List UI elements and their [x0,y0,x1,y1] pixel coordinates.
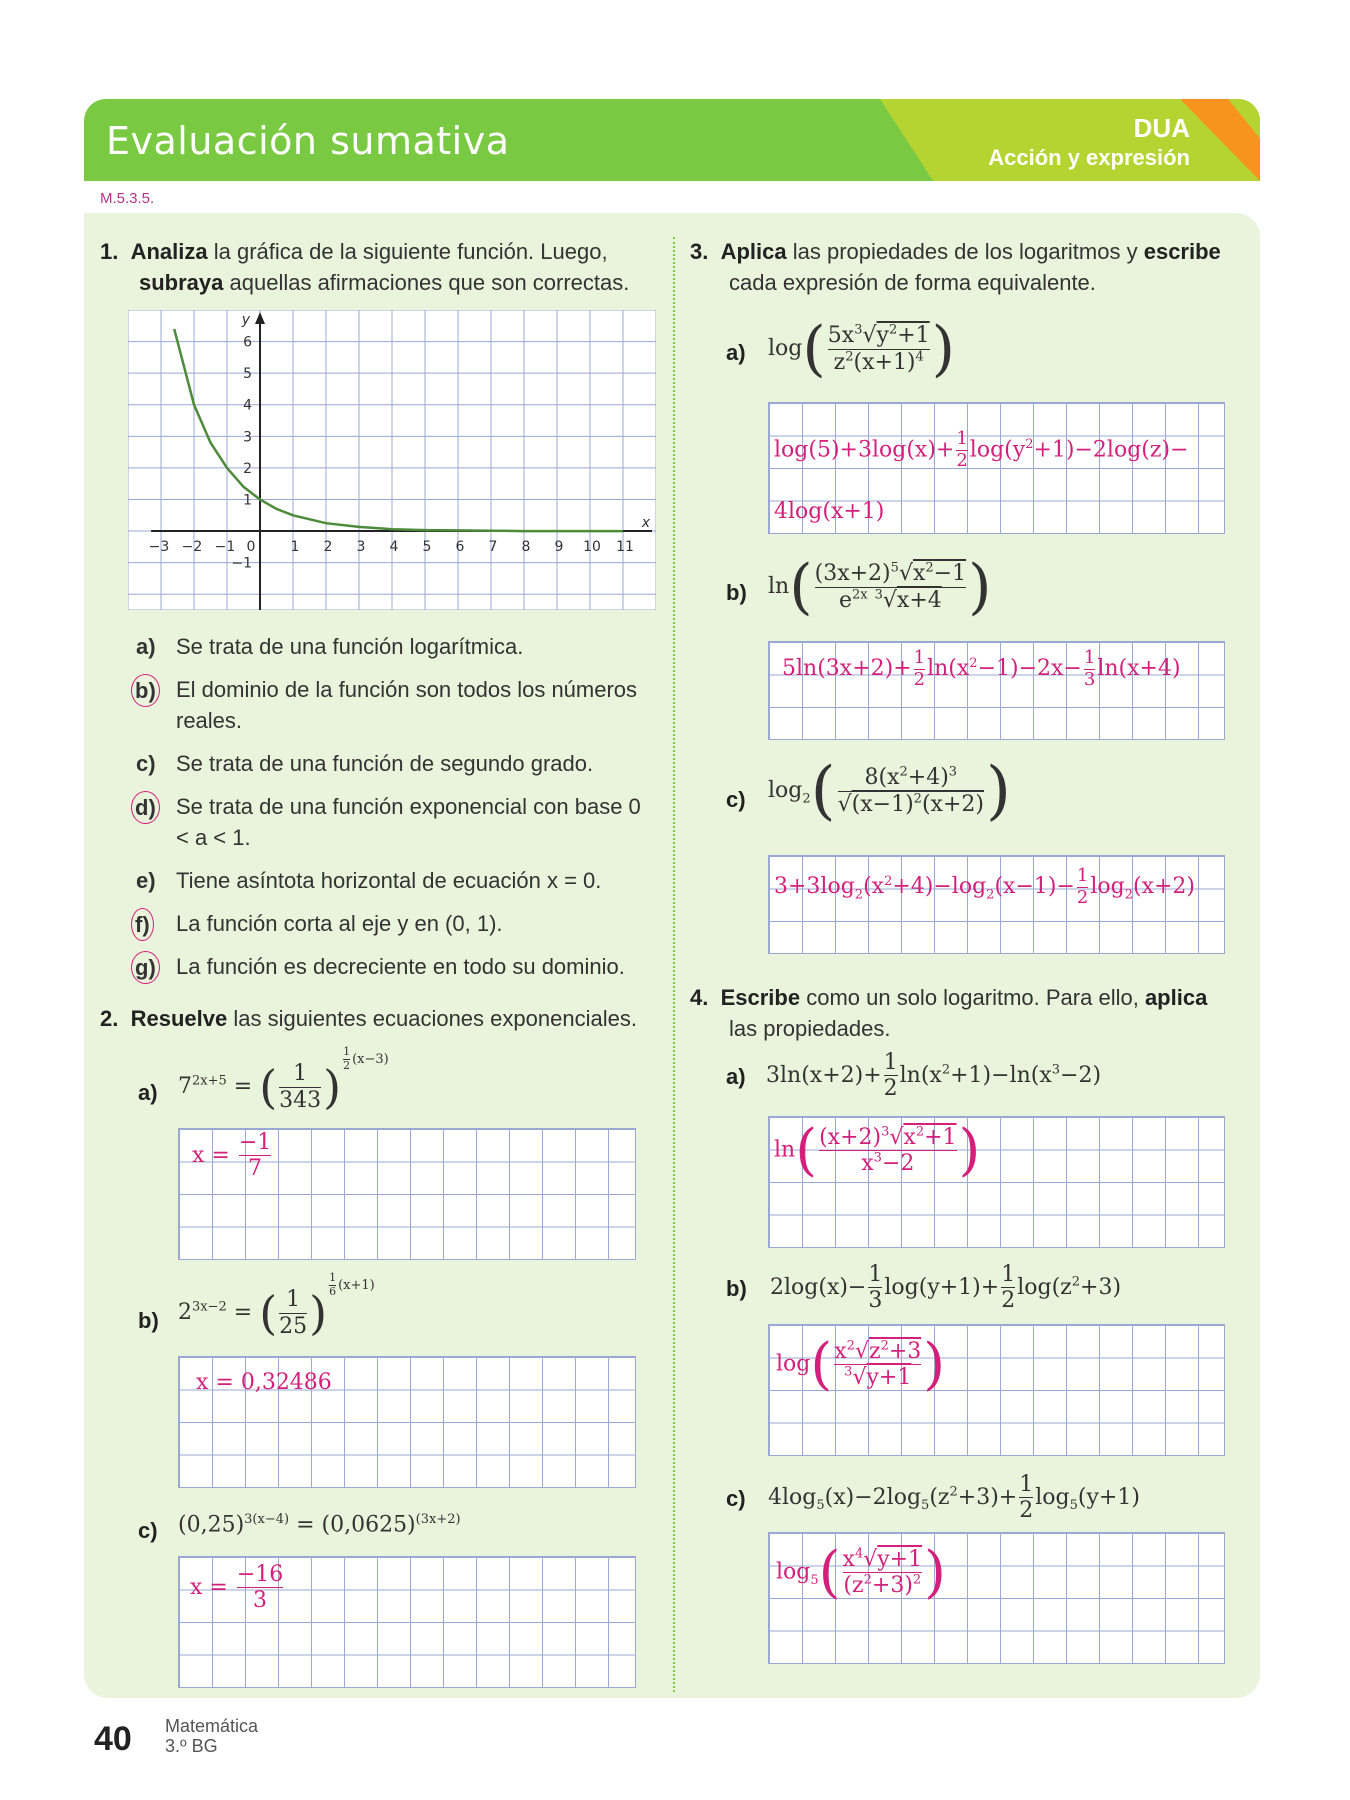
y-tick-label: 4 [243,397,252,414]
function-graph [128,310,656,610]
page-number: 40 [94,1720,132,1758]
x-tick-label: 3 [356,539,366,556]
q3a-answer: log(5)+3log(x)+ $\frac{1}{2}$ $\log(y^2+1)-2\log(z)-$ 4log(x+1) [774,428,1189,525]
q1-prompt [100,236,655,298]
y-tick-label: 3 [243,429,252,446]
x-tick-label: 1 [290,539,300,556]
option-b[interactable]: b) El dominio de la función son todos los números reales. [136,674,656,748]
q2b-label: b) [138,1308,159,1333]
x-tick-label: −3 [148,539,170,556]
q4-prompt: 4. Escribe como un solo logaritmo. Para ello, aplica las propiedades. [690,985,1208,1041]
q1-verb2: subraya [139,270,224,295]
q2b-equation: $2^{3x-2}$ = ( $\frac{1}{25}$ ) $^{\frac{1}{6} (x+1)}$ [178,1271,375,1340]
q4c-expression: $4\log_5(x)-2\log_5(z^2+3)+$ $\frac{1}{2}$ $\log_5(y+1)$ [768,1472,1140,1524]
x-tick-label: 10 [583,539,601,556]
q4c-label: c) [726,1486,746,1511]
section-title: Evaluación sumativa [106,119,510,163]
x-axis-label: x [641,515,650,532]
option-e[interactable]: e) Tiene asíntota horizontal de ecuación x = 0. [136,868,602,893]
x-tick-label: 4 [389,539,399,556]
q1-text2: aquellas afirmaciones que son correctas. [223,270,630,295]
q3c-expression: $\log_2$( $\frac{8(x^2+4)^3}{√(x-1)^2(x+2)}$ ) [768,754,1011,828]
x-tick-label: 5 [422,539,432,556]
q3b-label: b) [726,580,747,605]
q2c-answer: x = $\frac{-16}{3}$ [190,1562,284,1614]
q4b-label: b) [726,1276,747,1301]
grade-label: 3.º BG [165,1736,218,1756]
q2b-answer: x = 0,32486 [196,1370,332,1395]
option-f[interactable]: f) La función corta al eje y en (0, 1). [136,908,656,951]
q1-verb: Analiza [130,239,208,264]
q1-text1: la gráfica de la siguiente función. Luego, [207,239,608,264]
x-tick-label: −1 [214,539,236,556]
q3b-expression: ln( $\frac{(3x+2)^5√x^2-1}{e^{2x} ^3√x+4}$ ) [768,552,992,622]
q3-prompt: 3. Aplica las propiedades de los logaritmos y escribe cada expresión de forma equivalente. [690,239,1221,295]
x-tick-label: 6 [455,539,465,556]
subject-name: Matemática [165,1716,259,1736]
column-divider [673,237,675,1692]
option-c[interactable]: c) Se trata de una función de segundo grado. [136,751,594,776]
x-tick-label: 8 [521,539,531,556]
q1-number: 1. [100,239,119,264]
q3c-label: c) [726,787,746,812]
q2a-equation: $7^{2x+5}$ = ( $\frac{1}{343}$ ) $^{\frac{1}{2} (x-3)}$ [178,1045,389,1114]
q2c-label: c) [138,1518,158,1543]
x-tick-label: 9 [554,539,564,556]
y-tick-label: 2 [243,460,252,477]
footer-subject [165,1716,258,1756]
option-g[interactable]: g) La función es decreciente en todo su dominio. [136,951,656,994]
q3b-answer: 5ln(3x+2)+ $\frac{1}{2}$ $\ln(x^2-1)-2x-$ $\frac{1}{3}$ ln(x+4) [782,647,1181,690]
q3c-answer: $3+3\log_2(x^2+4)-\log_2(x-1)-$ $\frac{1}{2}$ $\log_2(x+2)$ [774,865,1196,908]
y-tick-label: 5 [243,366,252,383]
option-d[interactable]: d) Se trata de una función exponencial con base 0 < a < 1. [136,791,656,865]
x-tick-label: 2 [323,539,333,556]
q3a-expression: log( $\frac{5x^3√y^2+1}{z^2(x+1)^4}$ ) [768,314,956,384]
q4b-expression: 2log(x)− $\frac{1}{3}$ log(y+1)+ $\frac{1}{2}$ $\log(z^2+3)$ [770,1262,1122,1314]
section-header [84,99,1260,181]
curriculum-code: M.5.3.5. [100,190,155,207]
q4a-answer: ln( $\frac{(x+2)^3√x^2+1}{x^3-2}$ ) [774,1118,981,1183]
y-tick-label: −1 [231,555,252,572]
y-tick-label: 1 [243,492,252,509]
x-tick-label: 11 [616,539,634,556]
option-a[interactable]: a) Se trata de una función logarítmica. [136,634,524,659]
dua-subtitle: Acción y expresión [988,145,1190,170]
q2-prompt: 2. Resuelve las siguientes ecuaciones exponenciales. [100,1006,637,1031]
dua-title: DUA [1133,113,1190,143]
q3a-label: a) [726,340,746,365]
y-tick-label: 6 [243,334,252,351]
q4a-expression: 3ln(x+2)+ $\frac{1}{2}$ $\ln(x^2+1)-\ln(x^3-2)$ [766,1050,1102,1102]
q4c-answer: $\log_5$( $\frac{x^4√y+1}{(z^2+3)^2}$ ) [776,1540,946,1605]
q4b-answer: log( $\frac{x^2√z^2+3}{^3√y+1}$ ) [776,1332,946,1397]
q2c-equation: $(0,25)^{3(x-4)} = (0,0625)^{(3x+2)}$ [178,1512,461,1538]
x-tick-label: 7 [488,539,498,556]
q4a-label: a) [726,1064,746,1089]
graph-grid [128,310,656,610]
x-tick-label: 0 [246,539,256,556]
q2a-label: a) [138,1080,158,1105]
q1-options [136,631,656,994]
q2a-answer: x = $\frac{-1}{7}$ [192,1130,272,1182]
y-axis-label: y [241,312,250,328]
x-tick-label: −2 [181,539,203,556]
